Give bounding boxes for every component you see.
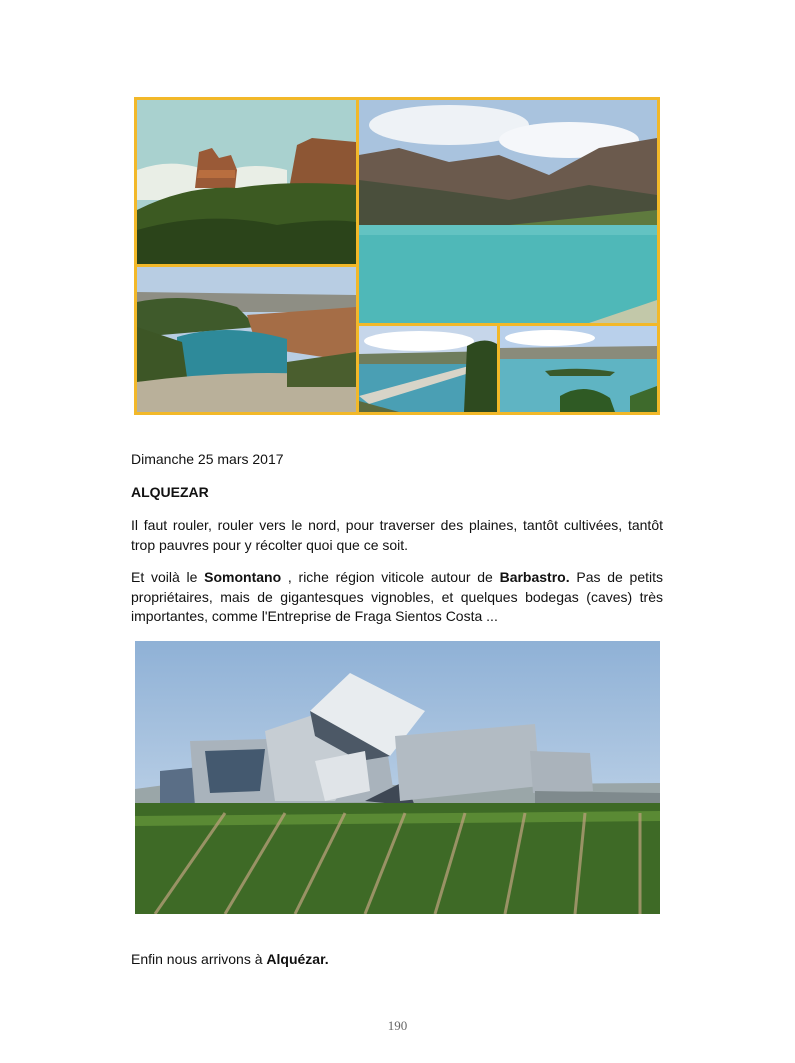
page-number: 190 <box>387 1018 408 1033</box>
bold-somontano: Somontano <box>204 569 282 585</box>
photo-canyon-rocks <box>137 100 356 264</box>
photo-collage <box>134 97 660 415</box>
photo-winery-bodega <box>135 641 660 914</box>
entry-date: Dimanche 25 mars 2017 <box>131 451 284 467</box>
bold-alquezar: Alquézar. <box>266 951 329 967</box>
photo-bridge-reservoir <box>359 326 497 412</box>
photo-lake-gorge <box>137 267 356 412</box>
paragraph-arrival: Enfin nous arrivons à Alquézar. <box>131 951 329 967</box>
paragraph-somontano: Et voilà le Somontano , riche région viticole autour de Barbastro. Pas de petits propriétaires, mais de gigantesques vignobles, et quelques bodegas (caves) très importantes, comme l'Entreprise de Fraga Sientos Costa ... <box>131 569 663 624</box>
photo-turquoise-reservoir <box>359 100 657 323</box>
bold-barbastro: Barbastro. <box>499 569 570 585</box>
section-heading: ALQUEZAR <box>131 484 209 500</box>
paragraph-journey: Il faut rouler, rouler vers le nord, pour traverser des plaines, tantôt cultivées, tantôt trop pauvres pour y récolter quoi que ce soit. <box>131 517 663 553</box>
photo-lake-island <box>500 326 657 412</box>
